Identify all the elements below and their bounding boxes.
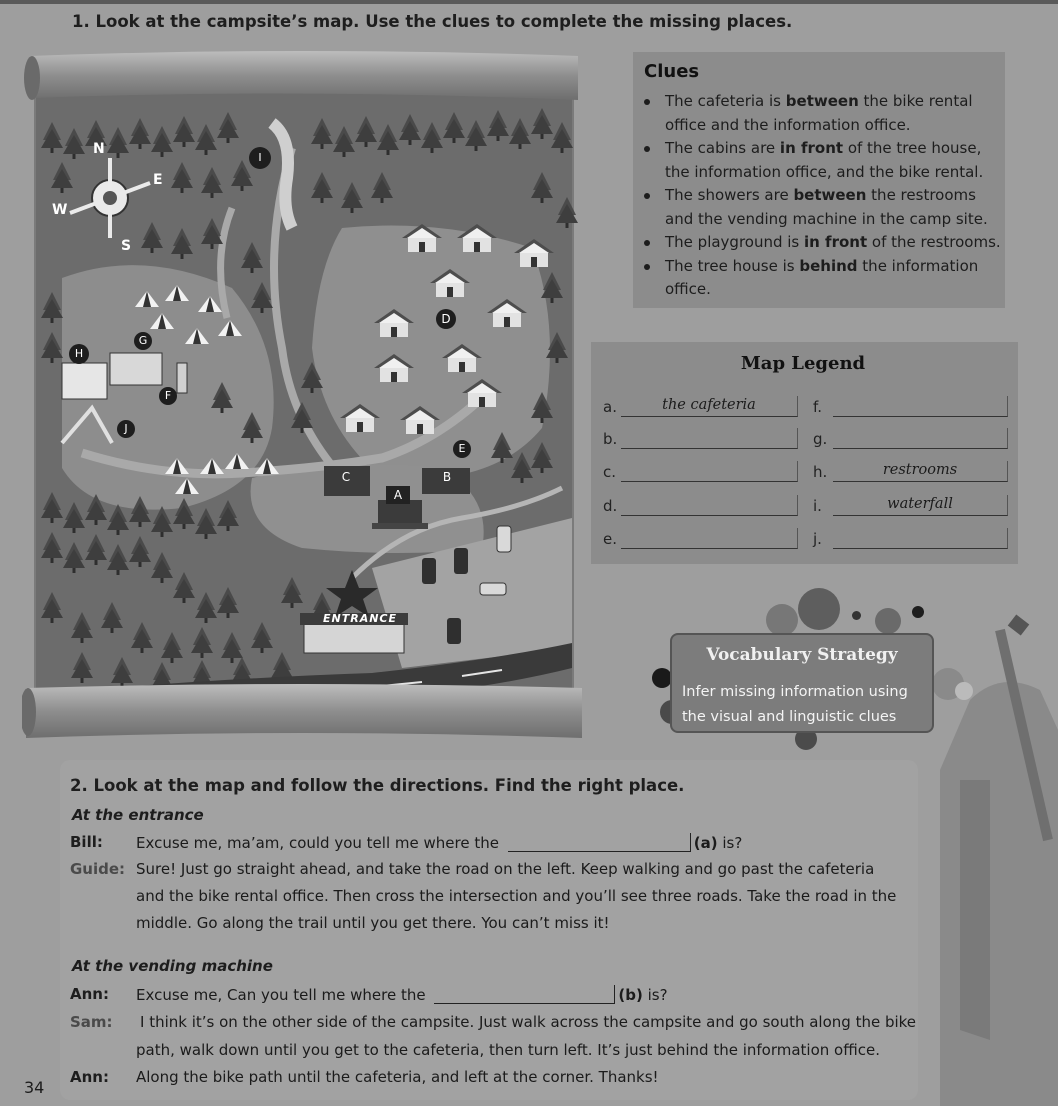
decor-bubble (852, 611, 861, 620)
dialog-2-line-3: path, walk down until you get to the cafeteria, then turn left. It’s just behind the information office. (136, 1041, 880, 1059)
speaker-sam: Sam: (70, 1013, 113, 1031)
page-number: 34 (24, 1078, 45, 1097)
decor-bubble (798, 588, 840, 630)
entrance-sign: ENTRANCE (323, 612, 397, 625)
clues-list (665, 90, 1001, 302)
speaker-guide: Guide: (70, 860, 126, 878)
speaker-bill: Bill: (70, 833, 103, 851)
exercise-1-number: 1. (72, 12, 90, 31)
legend-letter: d. (603, 497, 618, 515)
map-marker-b: B (442, 470, 452, 484)
blank-label-a: (a) (693, 834, 718, 852)
legend-letter: g. (813, 430, 828, 448)
legend-answer-field[interactable] (833, 428, 1008, 449)
legend-letter: c. (603, 463, 617, 481)
dialog-1-line-3: and the bike rental office. Then cross the intersection and you’ll see three roads. Take the road in the (136, 887, 897, 905)
compass-east-label: E (153, 172, 163, 188)
map-marker-g: G (134, 332, 152, 350)
dialog-text: Excuse me, Can you tell me where the (136, 986, 426, 1004)
decor-bubble (875, 608, 901, 634)
legend-answer-field[interactable] (833, 528, 1008, 549)
legend-letter: h. (813, 463, 828, 481)
clues-box (633, 52, 1005, 308)
speaker-ann: Ann: (70, 1068, 109, 1086)
exercise-1-instruction: Look at the campsite’s map. Use the clues to complete the missing places. (95, 12, 793, 31)
map-marker-c: C (341, 470, 351, 484)
compass-south-label: S (121, 238, 132, 254)
dialog-1-line-2: Sure! Just go straight ahead, and take the road on the left. Keep walking and go past the cafeteria (136, 860, 875, 878)
clue-text: The showers are (665, 186, 794, 204)
exercise-1-heading (72, 12, 792, 31)
clue-item (665, 137, 1001, 184)
map-marker-e: E (453, 440, 471, 458)
clue-text: the bike rental office and the information office. (665, 92, 973, 134)
legend-answer-field[interactable] (621, 428, 798, 449)
decor-bubble (766, 604, 798, 636)
dialog-1-line-1 (136, 833, 742, 852)
dialog-2-line-4: Along the bike path until the cafeteria, and left at the corner. Thanks! (136, 1068, 659, 1086)
vocab-text: Infer missing information using the visual and linguistic clues (682, 684, 908, 725)
map-marker-a: A (386, 486, 410, 504)
dialog-2-setting: At the vending machine (72, 957, 273, 975)
clue-text: of the restrooms. (867, 233, 1001, 251)
map-marker-d: D (436, 309, 456, 329)
clue-text: the information office. (665, 256, 979, 298)
answer-blank-b[interactable] (434, 985, 615, 1004)
vocabulary-strategy-box (670, 633, 934, 733)
clue-item (665, 231, 1001, 255)
clue-keyword: in front (804, 233, 868, 251)
clue-keyword: between (785, 92, 859, 110)
top-rule (0, 0, 1058, 4)
dialog-text: Excuse me, ma’am, could you tell me where the (136, 834, 499, 852)
clue-text: The playground is (665, 233, 805, 251)
legend-letter: b. (603, 430, 618, 448)
clue-text: the restrooms and the vending machine in the camp site. (665, 186, 988, 228)
map-marker-j: J (117, 420, 135, 438)
clue-keyword: behind (799, 256, 858, 275)
legend-answer-field[interactable]: restrooms (833, 461, 1008, 482)
clue-text: of the tree house, the information office, and the bike rental. (665, 139, 984, 181)
clue-text: The cafeteria is (665, 92, 786, 110)
campsite-map (22, 48, 586, 748)
clue-keyword: between (793, 186, 867, 204)
speaker-ann: Ann: (70, 985, 109, 1003)
backpack-illustration (930, 610, 1058, 1106)
dialog-1-setting: At the entrance (72, 806, 204, 824)
clue-item (665, 184, 1001, 231)
legend-answer-field[interactable]: waterfall (833, 495, 1008, 516)
legend-letter: j. (813, 530, 822, 548)
clue-text: The tree house is (665, 256, 800, 275)
map-marker-h: H (69, 344, 89, 364)
map-marker-f: F (159, 387, 177, 405)
exercise-2-instruction: Look at the map and follow the directions. Find the right place. (93, 776, 685, 795)
clue-keyword: in front (779, 139, 844, 157)
legend-answer-field[interactable]: the cafeteria (621, 396, 798, 417)
legend-answer-field[interactable] (833, 396, 1008, 417)
dialog-text: is? (642, 986, 668, 1004)
compass-west-label: W (52, 202, 68, 218)
legend-letter: a. (603, 398, 617, 416)
dialog-1-line-4: middle. Go along the trail until you get there. You can’t miss it! (136, 914, 610, 932)
legend-title: Map Legend (740, 353, 866, 374)
legend-answer-field[interactable] (621, 528, 798, 549)
vocab-title: Vocabulary Strategy (706, 645, 898, 665)
dialog-text: is? (717, 834, 743, 852)
map-legend (591, 342, 1018, 564)
blank-label-b: (b) (618, 986, 643, 1004)
dialog-2-line-1 (136, 985, 668, 1004)
legend-letter: f. (813, 398, 822, 416)
exercise-2-number: 2. (70, 776, 88, 795)
exercise-2-heading (70, 776, 684, 795)
clues-title: Clues (644, 61, 700, 82)
decor-bubble (652, 668, 672, 688)
clue-item (665, 90, 1001, 137)
compass-north-label: N (93, 141, 105, 157)
legend-letter: i. (813, 497, 822, 515)
legend-answer-field[interactable] (621, 495, 798, 516)
clue-item (665, 255, 1001, 302)
dialog-2-line-2: I think it’s on the other side of the campsite. Just walk across the campsite and go south along the bike (140, 1013, 917, 1031)
answer-blank-a[interactable] (508, 833, 691, 852)
legend-letter: e. (603, 530, 617, 548)
clue-text: The cabins are (665, 139, 780, 157)
campsite-map-illustration (22, 48, 586, 748)
legend-answer-field[interactable] (621, 461, 798, 482)
decor-bubble (912, 606, 924, 618)
map-marker-i: I (249, 147, 271, 169)
